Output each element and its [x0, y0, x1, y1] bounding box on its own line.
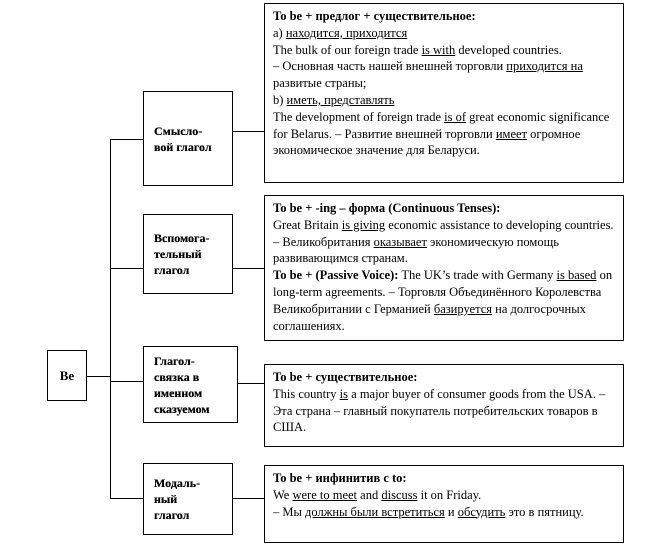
trunk-branch-2 — [110, 268, 143, 269]
underlined-text: иметь, представлять — [286, 92, 395, 107]
text-segment: огромное экономическое значение для Беларуси. — [273, 126, 581, 158]
bold-text: To be + инфинитив с to: — [273, 471, 407, 485]
description-paragraph — [273, 267, 615, 334]
underlined-text: оказывает — [373, 234, 427, 249]
text-segment: The development of foreign trade — [273, 109, 445, 124]
text-segment: b) — [273, 92, 287, 107]
category-connector-1 — [233, 131, 264, 132]
text-segment: a major buyer of consumer goods from the USA. – Эта страна – главный покупатель потребительских товаров в США. — [273, 386, 606, 435]
text-segment: развитые страны; — [273, 76, 367, 91]
bold-text: To be + существительное: — [273, 370, 418, 384]
text-segment: The UK’s trade with Germany — [398, 268, 557, 283]
text-segment: great economic significance for Belarus. – Развитие внешней торговли — [273, 109, 610, 141]
text-segment: The bulk of our foreign trade — [273, 42, 422, 57]
underlined-text: is of — [444, 109, 466, 124]
description-paragraph — [273, 92, 615, 109]
category-connector-4 — [233, 498, 264, 499]
text-segment: and — [357, 487, 382, 502]
description-paragraph — [273, 200, 615, 217]
description-paragraph — [273, 109, 615, 159]
underlined-text: должны были встретиться — [305, 504, 445, 519]
description-paragraph — [273, 217, 615, 267]
description-paragraph — [273, 470, 615, 487]
root-connector — [87, 376, 110, 377]
category-semantic-verb — [143, 91, 233, 186]
text-segment: economic assistance to developing countries. – Великобритания — [273, 217, 614, 249]
trunk-branch-4 — [110, 498, 143, 499]
text-segment: Great Britain — [273, 217, 342, 232]
category-label: Смысло- вой глагол — [154, 123, 212, 154]
description-auxiliary-verb — [264, 195, 624, 341]
trunk-branch-3 — [110, 381, 143, 382]
text-segment: на долгосрочных соглашениях. — [273, 301, 586, 333]
category-link-verb — [143, 346, 238, 423]
root-node — [47, 350, 87, 401]
description-paragraph — [273, 504, 615, 521]
underlined-text: is — [339, 386, 349, 401]
underlined-text: is with — [421, 42, 456, 57]
description-semantic-verb — [264, 3, 624, 183]
underlined-text: обсудить — [457, 504, 506, 519]
text-segment: This country — [273, 386, 340, 401]
underlined-text: is giving — [341, 217, 386, 232]
category-connector-2 — [233, 268, 264, 269]
description-paragraph — [273, 25, 615, 42]
text-segment: a) — [273, 25, 286, 40]
trunk-branch-1 — [110, 139, 143, 140]
text-segment: экономическую помощь развивающимся странам. — [273, 234, 559, 266]
description-paragraph — [273, 58, 615, 92]
trunk-line — [110, 139, 111, 498]
text-segment: on long-term agreements. – Торговля Объединённого Королевства Великобритании с Германией — [273, 268, 613, 316]
text-segment: – Мы — [273, 504, 306, 519]
category-auxiliary-verb — [143, 214, 233, 294]
description-paragraph — [273, 8, 615, 25]
text-segment: We — [273, 487, 293, 502]
text-segment: it on Friday. — [417, 487, 482, 502]
category-label: Глагол- связка в именном сказуемом — [154, 353, 210, 416]
text-segment: developed countries. — [455, 42, 562, 57]
description-paragraph — [273, 487, 615, 504]
underlined-text: находится, приходится — [285, 25, 408, 40]
text-segment: и — [444, 504, 458, 519]
underlined-text: discuss — [381, 487, 418, 502]
underlined-text: имеет — [495, 126, 528, 141]
text-segment: это в пятницу. — [505, 504, 584, 519]
underlined-text: were to meet — [292, 487, 358, 502]
category-modal-verb — [143, 463, 233, 535]
underlined-text: приходится на — [506, 59, 583, 74]
underlined-text: базируется — [433, 301, 492, 316]
underlined-text: is based — [556, 268, 597, 283]
category-connector-3 — [238, 383, 264, 384]
description-paragraph — [273, 42, 615, 59]
bold-text: To be + (Passive Voice): — [273, 268, 399, 283]
description-link-verb — [264, 364, 624, 447]
description-paragraph — [273, 386, 615, 436]
category-label: Модаль- ный глагол — [154, 476, 201, 522]
category-label: Вспомога- тельный глагол — [154, 231, 210, 277]
bold-text: To be + -ing – форма (Continuous Tenses): — [273, 201, 501, 215]
root-label: Be — [59, 367, 75, 383]
bold-text: To be + предлог + существительное: — [273, 9, 476, 23]
text-segment: – Основная часть нашей внешней торговли — [273, 59, 507, 74]
description-paragraph — [273, 369, 615, 386]
description-modal-verb — [264, 465, 624, 543]
